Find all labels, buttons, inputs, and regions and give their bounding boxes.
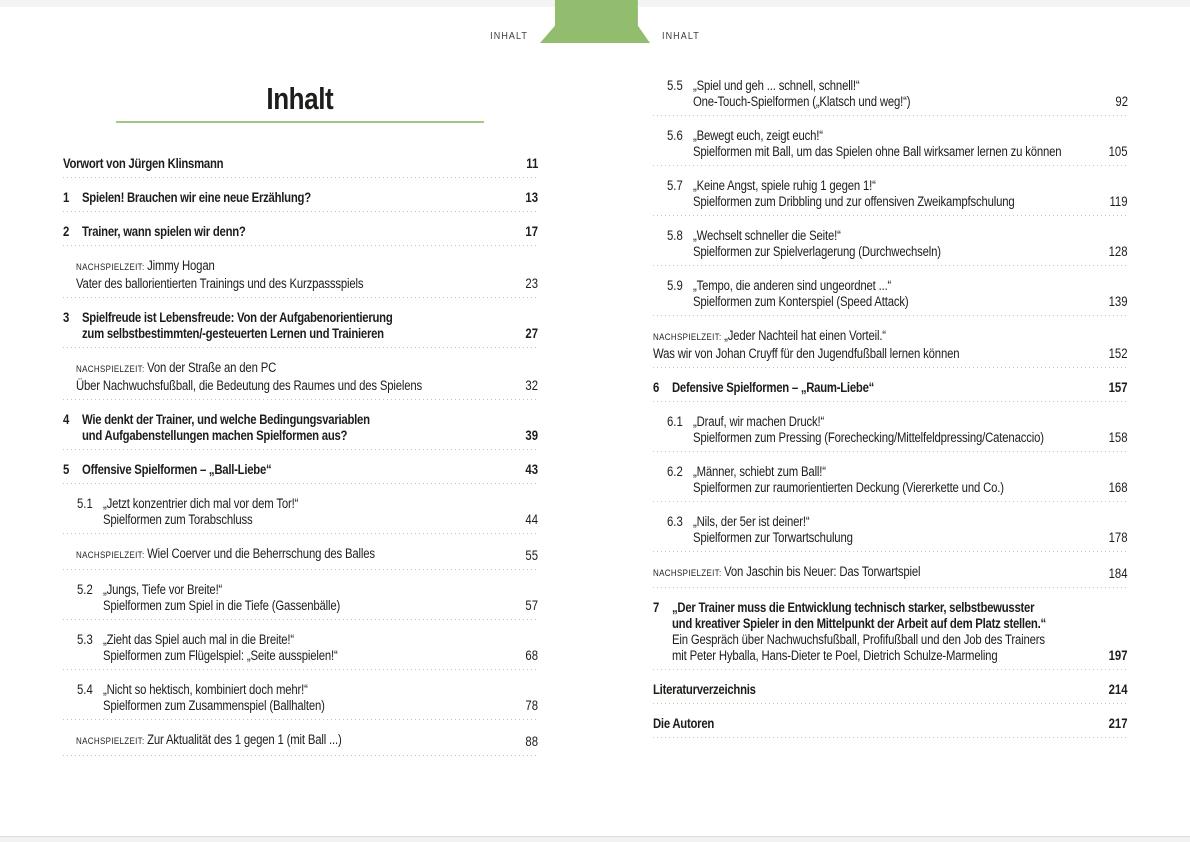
page-number: 27 — [525, 326, 538, 341]
entry-text — [693, 278, 1097, 310]
entry-number: 4 — [63, 412, 70, 427]
entry-text — [82, 462, 515, 478]
page-number: 32 — [525, 378, 538, 393]
entry-text — [63, 156, 516, 172]
page-number: 184 — [1109, 566, 1128, 581]
entry-number: 6.1 — [667, 414, 683, 429]
entry-line: Spielformen zur Spielverlagerung (Durchwechseln) — [693, 244, 941, 259]
entry-number: 5.3 — [77, 632, 93, 647]
entry-line: One-Touch-Spielformen („Klatsch und weg!“) — [693, 94, 911, 109]
page-number: 78 — [525, 698, 538, 713]
page-number: 57 — [525, 598, 538, 613]
toc-entry-body — [63, 212, 538, 240]
toc-entry-body — [653, 704, 1128, 732]
entry-text — [82, 310, 515, 342]
nachspielzeit-label: NACHSPIELZEIT: — [76, 736, 148, 747]
page-number: 44 — [525, 512, 538, 527]
page-number: 152 — [1109, 346, 1128, 361]
entry-line: mit Peter Hyballa, Hans-Dieter te Poel, Dietrich Schulze-Marmeling — [672, 648, 998, 663]
toc-entry — [63, 670, 538, 720]
dotted-separator — [653, 737, 1128, 738]
page-number: 11 — [526, 156, 538, 171]
entry-text — [693, 128, 1097, 160]
toc-entry-body — [653, 588, 1128, 664]
entry-text — [672, 600, 1097, 664]
toc-entry — [653, 452, 1128, 502]
toc-entry — [63, 400, 538, 450]
entry-line: „Der Trainer muss die Entwicklung technisch starker, selbstbewusster — [672, 600, 1035, 615]
entry-text — [693, 514, 1097, 546]
entry-number: 1 — [63, 190, 70, 205]
entry-line: Spielformen zur raumorientierten Deckung (Viererkette und Co.) — [693, 480, 1004, 495]
entry-text — [76, 546, 515, 564]
entry-text — [103, 582, 515, 614]
entry-line: „Jungs, Tiefe vor Breite!“ — [103, 582, 223, 597]
entry-line: Spielformen zum Pressing (Forechecking/Mittelfeldpressing/Catenaccio) — [693, 430, 1044, 445]
page-number: 197 — [1109, 648, 1128, 663]
nachspielzeit-label: NACHSPIELZEIT: — [76, 262, 148, 273]
entry-text — [103, 682, 515, 714]
entry-number: 5.5 — [667, 78, 683, 93]
page-number: 178 — [1109, 530, 1128, 545]
entry-text — [693, 464, 1097, 496]
toc-entry — [653, 502, 1128, 552]
entry-line: Spielformen zum Zusammenspiel (Ballhalten) — [103, 698, 325, 713]
entry-text — [653, 564, 1097, 582]
chapter-tab-marker — [540, 0, 650, 43]
entry-text — [82, 190, 515, 206]
nachspielzeit-label: NACHSPIELZEIT: — [653, 568, 725, 579]
entry-number: 5.2 — [77, 582, 93, 597]
entry-line: NACHSPIELZEIT: Wiel Coerver und die Beherrschung des Balles — [76, 546, 375, 561]
toc-entry-body — [63, 534, 538, 564]
entry-text — [672, 380, 1097, 396]
toc-entry — [653, 66, 1128, 116]
page-number: 17 — [525, 224, 538, 239]
entry-text — [653, 682, 1097, 698]
entry-text — [103, 496, 515, 528]
entry-number: 6.3 — [667, 514, 683, 529]
toc-entry-body — [653, 452, 1128, 496]
page-number: 157 — [1109, 380, 1128, 395]
toc-entry-body — [653, 502, 1128, 546]
page-number: 139 — [1109, 294, 1128, 309]
entry-line: und kreativer Spieler in den Mittelpunkt der Arbeit auf dem Platz stellen.“ — [672, 616, 1046, 631]
toc-entry — [63, 348, 538, 400]
toc-entry-body — [653, 402, 1128, 446]
toc-entry — [63, 298, 538, 348]
toc-entry-body — [63, 144, 538, 172]
entry-line: Trainer, wann spielen wir denn? — [82, 224, 246, 239]
entry-text — [693, 178, 1098, 210]
toc-column-left — [63, 144, 538, 756]
nachspielzeit-label: NACHSPIELZEIT: — [653, 332, 725, 343]
entry-line: Spielen! Brauchen wir eine neue Erzählung? — [82, 190, 311, 205]
toc-entry-body — [63, 450, 538, 478]
toc-entry — [63, 534, 538, 570]
entry-text — [76, 732, 515, 750]
entry-line: Wie denkt der Trainer, und welche Bedingungsvariablen — [82, 412, 370, 427]
toc-entry-body — [653, 116, 1128, 160]
entry-line: und Aufgabenstellungen machen Spielformen aus? — [82, 428, 348, 443]
entry-text — [82, 224, 515, 240]
entry-line: „Zieht das Spiel auch mal in die Breite!“ — [103, 632, 295, 647]
toc-entry — [653, 166, 1128, 216]
toc-entry-body — [63, 400, 538, 444]
toc-entry — [63, 620, 538, 670]
entry-line: Offensive Spielformen – „Ball-Liebe“ — [82, 462, 272, 477]
toc-entry — [653, 116, 1128, 166]
entry-number: 2 — [63, 224, 70, 239]
entry-line: „Tempo, die anderen sind ungeordnet ...“ — [693, 278, 892, 293]
page-number: 23 — [525, 276, 538, 291]
page-number: 217 — [1109, 716, 1128, 731]
toc-entry-body — [63, 178, 538, 206]
toc-entry-body — [653, 166, 1128, 210]
toc-entry-body — [653, 66, 1128, 110]
toc-entry — [653, 588, 1128, 670]
entry-number: 5.9 — [667, 278, 683, 293]
toc-entry — [63, 178, 538, 212]
entry-number: 5 — [63, 462, 70, 477]
entry-line: Defensive Spielformen – „Raum-Liebe“ — [672, 380, 875, 395]
running-head-left: INHALT — [490, 31, 528, 42]
toc-entry — [653, 402, 1128, 452]
entry-line: „Keine Angst, spiele ruhig 1 gegen 1!“ — [693, 178, 876, 193]
toc-entry — [653, 266, 1128, 316]
entry-line: NACHSPIELZEIT: „Jeder Nachteil hat einen Vorteil.“ — [653, 328, 886, 343]
entry-line: „Nicht so hektisch, kombiniert doch mehr!“ — [103, 682, 308, 697]
toc-entry — [63, 450, 538, 484]
entry-number: 5.6 — [667, 128, 683, 143]
entry-line: NACHSPIELZEIT: Zur Aktualität des 1 gegen 1 (mit Ball ...) — [76, 732, 342, 747]
nachspielzeit-label: NACHSPIELZEIT: — [76, 550, 148, 561]
toc-entry-body — [63, 246, 538, 292]
toc-entry — [653, 552, 1128, 588]
contents-title: Inhalt — [266, 81, 334, 116]
entry-number: 3 — [63, 310, 70, 325]
entry-line: Spielformen zum Konterspiel (Speed Attack) — [693, 294, 909, 309]
toc-entry-body — [63, 298, 538, 342]
entry-line: Spielformen zum Dribbling und zur offensiven Zweikampfschulung — [693, 194, 1015, 209]
entry-number: 6 — [653, 380, 660, 395]
page-number: 55 — [525, 548, 538, 563]
entry-text — [103, 632, 515, 664]
entry-line: „Jetzt konzentrier dich mal vor dem Tor!“ — [103, 496, 299, 511]
toc-entry — [653, 216, 1128, 266]
entry-text — [76, 360, 515, 394]
entry-line: „Wechselt schneller die Seite!“ — [693, 228, 841, 243]
entry-line: Vater des ballorientierten Trainings und des Kurzpassspiels — [76, 276, 364, 291]
entry-line: „Bewegt euch, zeigt euch!“ — [693, 128, 823, 143]
toc-entry — [653, 670, 1128, 704]
entry-line: Spielformen zum Torabschluss — [103, 512, 253, 527]
entry-line: „Drauf, wir machen Druck!“ — [693, 414, 825, 429]
entry-line: NACHSPIELZEIT: Von Jaschin bis Neuer: Das Torwartspiel — [653, 564, 921, 579]
running-head-right: INHALT — [662, 31, 700, 42]
page-edge-bottom — [0, 836, 1190, 842]
toc-column-right — [653, 66, 1128, 738]
entry-number: 6.2 — [667, 464, 683, 479]
entry-line: „Spiel und geh ... schnell, schnell!“ — [693, 78, 860, 93]
dotted-separator — [63, 755, 538, 756]
entry-line: Spielformen zur Torwartschulung — [693, 530, 853, 545]
page-number: 158 — [1109, 430, 1128, 445]
entry-line: Literaturverzeichnis — [653, 682, 756, 697]
entry-line: Vorwort von Jürgen Klinsmann — [63, 156, 224, 171]
contents-title-block — [63, 82, 537, 123]
page-number: 105 — [1109, 144, 1128, 159]
entry-number: 5.7 — [667, 178, 683, 193]
entry-number: 5.8 — [667, 228, 683, 243]
entry-line: Die Autoren — [653, 716, 715, 731]
toc-entry-body — [63, 620, 538, 664]
page-number: 13 — [525, 190, 538, 205]
entry-line: Spielformen zum Spiel in die Tiefe (Gassenbälle) — [103, 598, 341, 613]
toc-entry — [653, 704, 1128, 738]
entry-text — [693, 414, 1097, 446]
toc-entry — [63, 570, 538, 620]
toc-entry-body — [63, 348, 538, 394]
entry-line: NACHSPIELZEIT: Von der Straße an den PC — [76, 360, 277, 375]
entry-number: 7 — [653, 600, 660, 615]
page-number: 39 — [525, 428, 538, 443]
page-number: 214 — [1109, 682, 1128, 697]
toc-entry-body — [63, 720, 538, 750]
nachspielzeit-label: NACHSPIELZEIT: — [76, 364, 148, 375]
entry-line: Was wir von Johan Cruyff für den Jugendfußball lernen können — [653, 346, 960, 361]
page-number: 92 — [1115, 94, 1128, 109]
entry-line: „Nils, der 5er ist deiner!“ — [693, 514, 810, 529]
entry-line: Spielfreude ist Lebensfreude: Von der Aufgabenorientierung — [82, 310, 393, 325]
toc-entry-body — [653, 670, 1128, 698]
page-number: 168 — [1109, 480, 1128, 495]
entry-text — [653, 716, 1097, 732]
entry-number: 5.4 — [77, 682, 93, 697]
toc-entry-body — [63, 670, 538, 714]
toc-entry — [63, 144, 538, 178]
toc-entry — [63, 212, 538, 246]
entry-line: Spielformen mit Ball, um das Spielen ohne Ball wirksamer lernen zu können — [693, 144, 1062, 159]
page-number: 68 — [525, 648, 538, 663]
page-number: 128 — [1109, 244, 1128, 259]
entry-line: Spielformen zum Flügelspiel: „Seite ausspielen!“ — [103, 648, 338, 663]
entry-line: Ein Gespräch über Nachwuchsfußball, Profifußball und den Job des Trainers — [672, 632, 1045, 647]
title-underline — [116, 121, 484, 123]
entry-text — [76, 258, 515, 292]
entry-text — [693, 228, 1097, 260]
toc-entry-body — [653, 368, 1128, 396]
toc-entry-body — [653, 316, 1128, 362]
entry-text — [653, 328, 1097, 362]
toc-entry — [63, 484, 538, 534]
toc-entry-body — [653, 266, 1128, 310]
page-number: 88 — [525, 734, 538, 749]
page-number: 119 — [1109, 194, 1128, 209]
toc-entry — [653, 368, 1128, 402]
entry-line: Über Nachwuchsfußball, die Bedeutung des Raumes und des Spielens — [76, 378, 423, 393]
entry-text — [82, 412, 515, 444]
entry-line: zum selbstbestimmten/-gesteuerten Lernen und Trainieren — [82, 326, 384, 341]
toc-entry-body — [653, 552, 1128, 582]
entry-line: „Männer, schiebt zum Ball!“ — [693, 464, 826, 479]
toc-entry-body — [653, 216, 1128, 260]
toc-entry — [63, 720, 538, 756]
entry-text — [693, 78, 1105, 110]
toc-entry-body — [63, 570, 538, 614]
entry-number: 5.1 — [77, 496, 93, 511]
toc-entry-body — [63, 484, 538, 528]
page-number: 43 — [525, 462, 538, 477]
toc-entry — [653, 316, 1128, 368]
entry-line: NACHSPIELZEIT: Jimmy Hogan — [76, 258, 215, 273]
toc-entry — [63, 246, 538, 298]
